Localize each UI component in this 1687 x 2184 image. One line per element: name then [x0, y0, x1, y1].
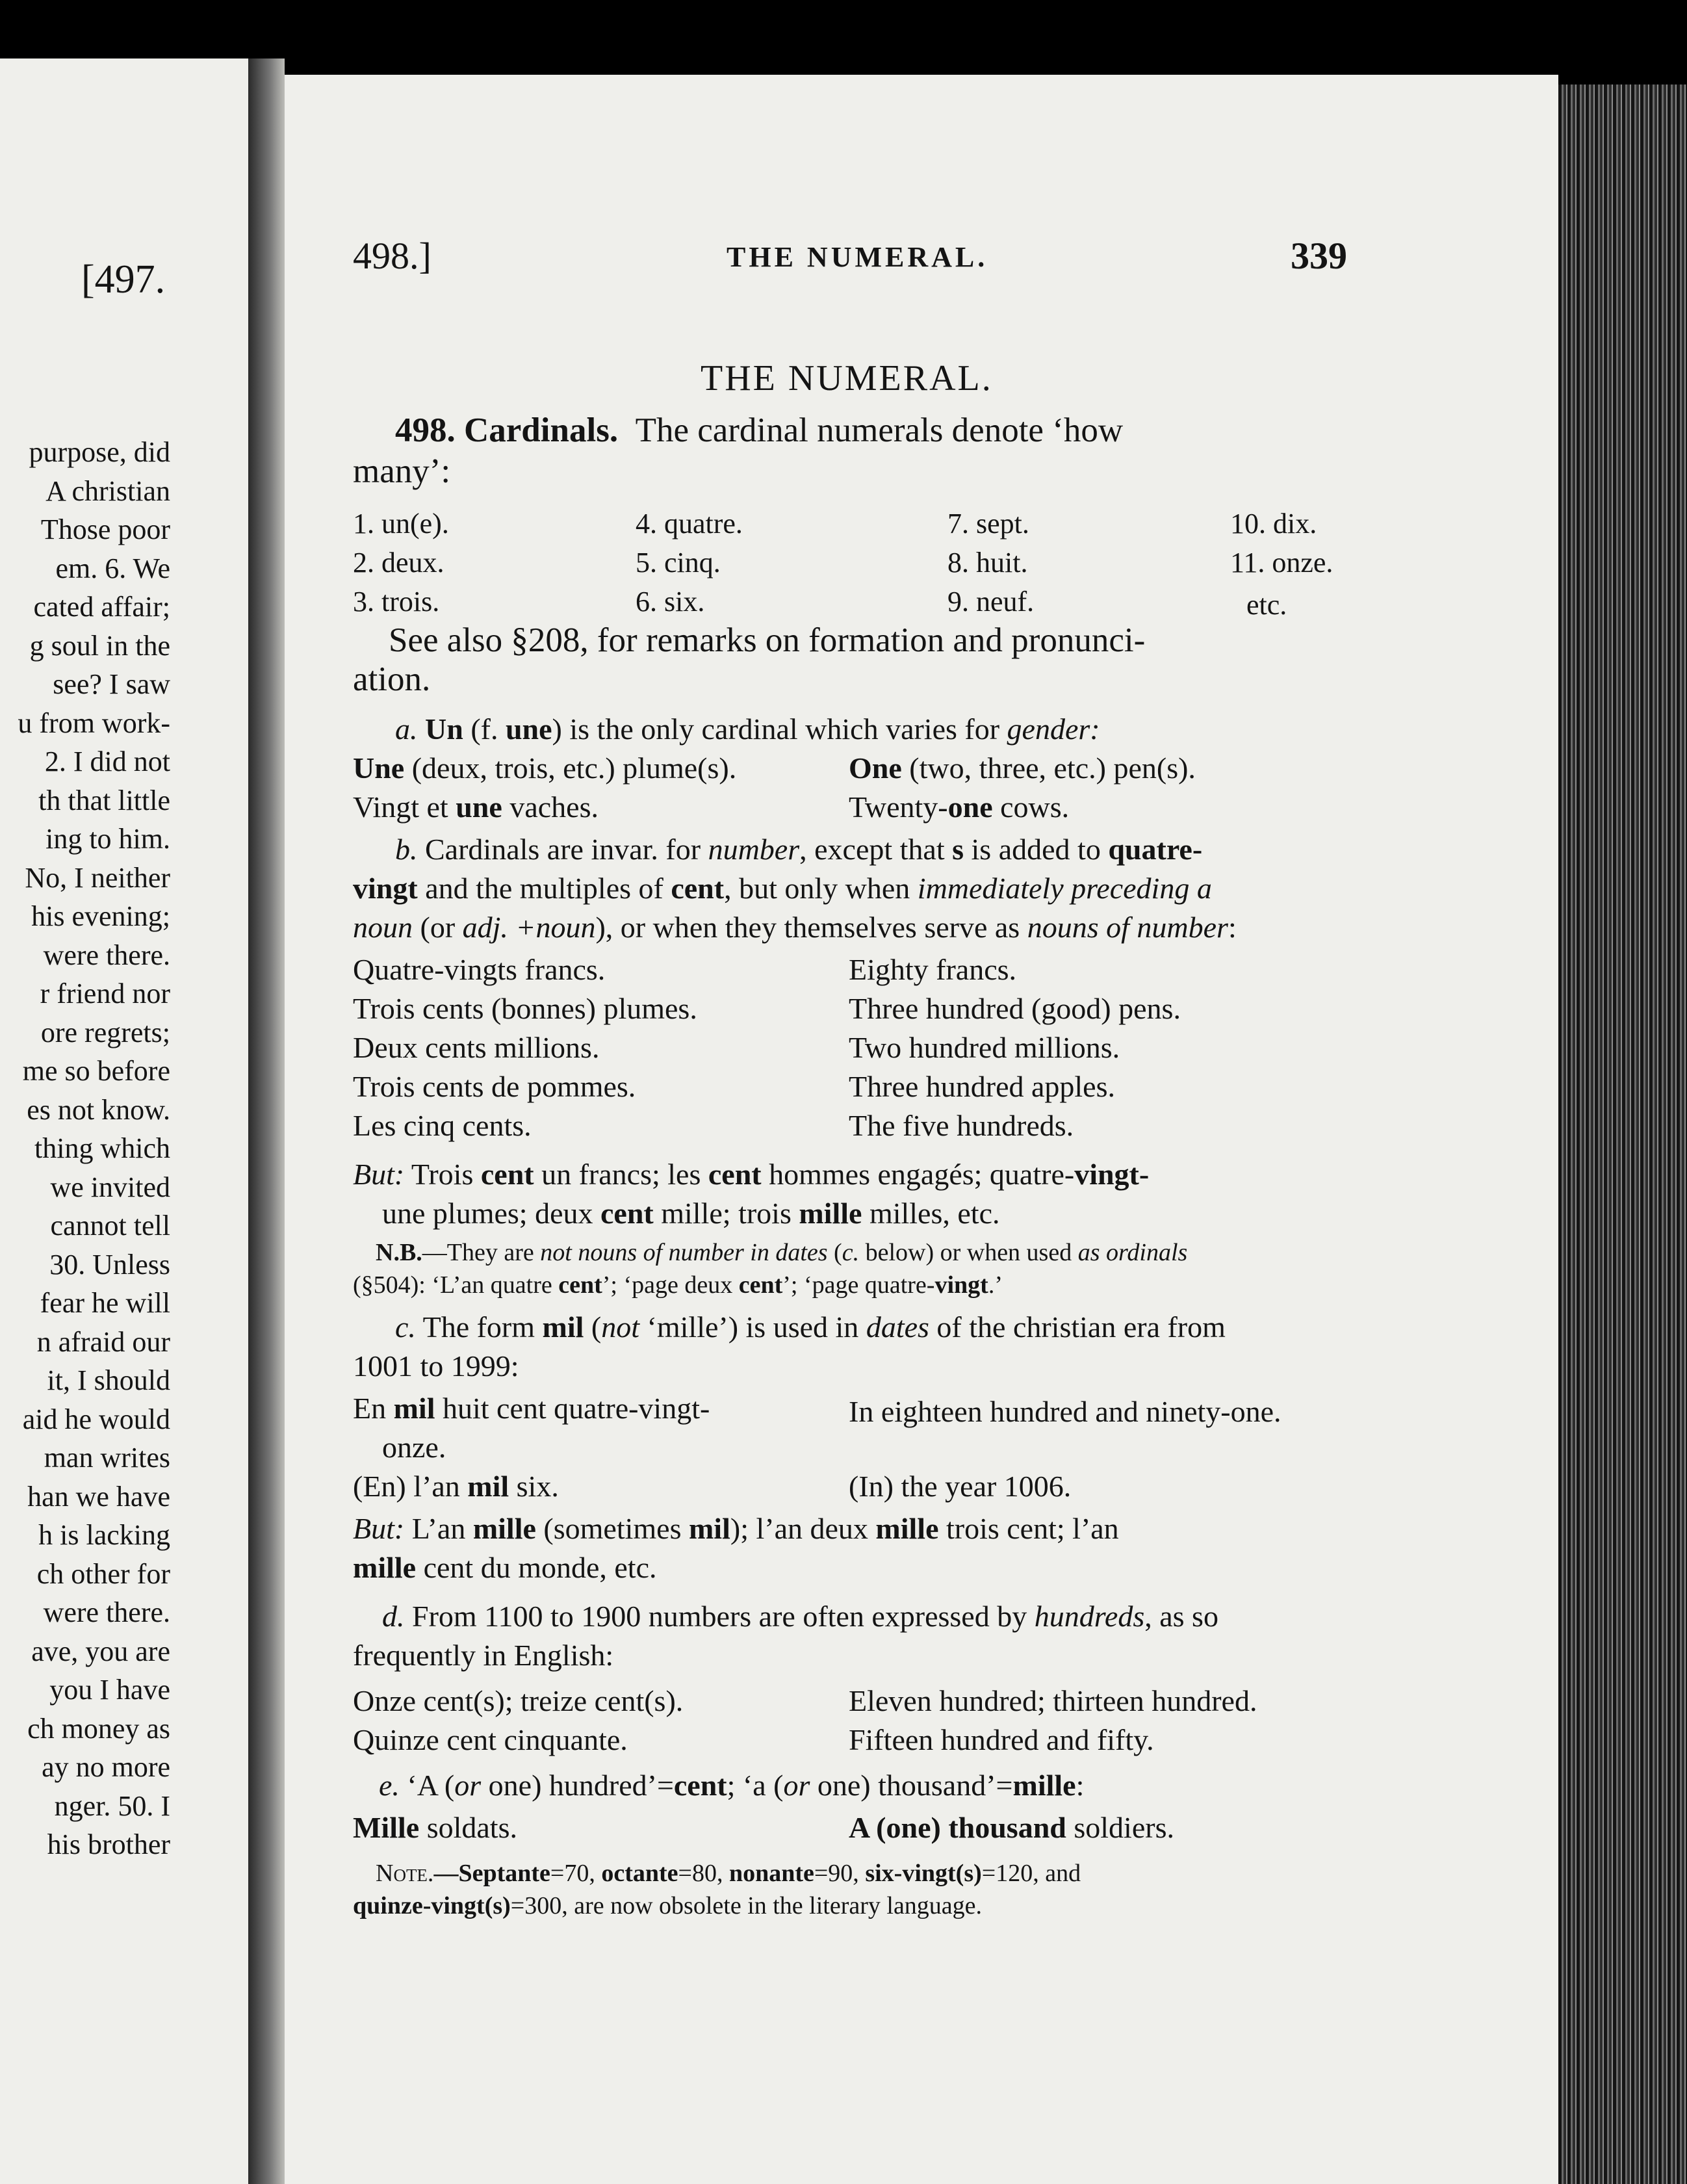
para-d-line-2: frequently in English: — [353, 1639, 614, 1672]
see-also-line-2: ation. — [353, 660, 431, 698]
intro-line-1: 498. Cardinals. The cardinal numerals denote ‘how — [395, 411, 1124, 449]
note-line-1: Note.—Septante=70, octante=80, nonante=90, six-vingt(s)=120, and — [376, 1860, 1081, 1887]
example-fr: Une (deux, trois, etc.) plume(s). — [353, 751, 737, 785]
intro-line-2: many’: — [353, 452, 451, 490]
left-page-line: his evening; — [31, 900, 170, 932]
left-page-line: aid he would — [22, 1403, 170, 1435]
note-line-2: quinze-vingt(s)=300, are now obsolete in the literary language. — [353, 1892, 983, 1919]
para-e-line: e. ‘A (or one) hundred’=cent; ‘a (or one) thousand’=mille: — [379, 1769, 1085, 1802]
number-item: 1. un(e). — [353, 508, 449, 540]
left-page-line: see? I saw — [53, 668, 170, 700]
number-item: 2. deux. — [353, 547, 444, 578]
example-fr: (En) l’an mil six. — [353, 1470, 559, 1503]
example-en: Twenty-one cows. — [849, 790, 1070, 824]
book-gutter — [248, 58, 285, 2184]
left-page-line: you I have — [49, 1674, 170, 1706]
left-page-line: purpose, did — [29, 436, 170, 468]
para-d-line-1: d. From 1100 to 1900 numbers are often expressed by hundreds, as so — [382, 1600, 1218, 1633]
para-b-line-3: noun (or adj. +noun), or when they themselves serve as nouns of number: — [353, 911, 1237, 944]
left-page-line: ore regrets; — [40, 1016, 170, 1048]
number-item: 4. quatre. — [636, 508, 743, 540]
example-fr-cont: onze. — [382, 1431, 446, 1464]
left-page-line: ch other for — [36, 1557, 170, 1590]
example-fr: Quinze cent cinquante. — [353, 1723, 628, 1756]
number-item: etc. — [1246, 589, 1287, 621]
running-title: THE NUMERAL. — [727, 241, 988, 273]
para-b-but-2: une plumes; deux cent mille; trois mille milles, etc. — [382, 1197, 1000, 1230]
left-page-line: we invited — [50, 1171, 170, 1203]
left-page-fragment — [0, 58, 248, 2184]
example-en: Fifteen hundred and fifty. — [849, 1723, 1154, 1756]
left-page-line: Those poor — [40, 514, 170, 545]
example-fr: Vingt et une vaches. — [353, 790, 599, 824]
example-fr: Mille soldats. — [353, 1811, 517, 1844]
left-page-line: fear he will — [40, 1287, 170, 1319]
example-en: Two hundred millions. — [849, 1031, 1120, 1064]
left-page-line: th that little — [38, 784, 170, 816]
chapter-title: THE NUMERAL. — [701, 358, 993, 398]
left-page-line: nger. 50. I — [54, 1789, 170, 1822]
number-item: 9. neuf. — [947, 586, 1035, 618]
example-en: One (two, three, etc.) pen(s). — [849, 751, 1196, 785]
left-page-line: me so before — [22, 1055, 170, 1087]
para-c-but-2: mille cent du monde, etc. — [353, 1551, 657, 1584]
left-page-line: em. 6. We — [55, 552, 170, 584]
example-en: Three hundred apples. — [849, 1070, 1116, 1103]
left-page-line: ave, you are — [31, 1635, 170, 1667]
number-item: 6. six. — [636, 586, 705, 618]
left-page-line: h is lacking — [38, 1519, 170, 1551]
example-en: A (one) thousand soldiers. — [849, 1811, 1174, 1844]
left-page-line: g soul in the — [29, 629, 170, 662]
para-c-but-1: But: L’an mille (sometimes mil); l’an deux mille trois cent; l’an — [353, 1512, 1119, 1545]
example-en: (In) the year 1006. — [849, 1470, 1072, 1503]
example-en: The five hundreds. — [849, 1109, 1074, 1142]
number-item: 8. huit. — [947, 547, 1028, 578]
number-item: 5. cinq. — [636, 547, 721, 578]
left-page-line: ay no more — [42, 1751, 170, 1783]
para-c-line-2: 1001 to 1999: — [353, 1349, 519, 1383]
left-page-line: n afraid our — [36, 1325, 170, 1358]
example-en: Three hundred (good) pens. — [849, 992, 1181, 1025]
para-c-line-1: c. The form mil (not ‘mille’) is used in dates of the christian era from — [395, 1310, 1226, 1344]
example-en: Eleven hundred; thirteen hundred. — [849, 1684, 1257, 1717]
left-page-line: were there. — [43, 939, 170, 971]
left-page-line: cated affair; — [33, 591, 170, 623]
example-fr: Trois cents (bonnes) plumes. — [353, 992, 697, 1025]
left-page-header: [497. — [81, 257, 166, 302]
example-fr: En mil huit cent quatre-vingt- — [353, 1392, 710, 1425]
left-page-line: man writes — [44, 1442, 170, 1474]
para-b-line-1: b. Cardinals are invar. for number, except that s is added to quatre- — [395, 833, 1203, 866]
left-page-line: No, I neither — [25, 861, 170, 894]
example-en: Eighty francs. — [849, 953, 1017, 986]
example-fr: Quatre-vingts francs. — [353, 953, 606, 986]
page-edges — [1558, 84, 1687, 2184]
left-page-line: r friend nor — [40, 978, 170, 1009]
example-fr: Deux cents millions. — [353, 1031, 600, 1064]
number-item: 11. onze. — [1230, 547, 1333, 578]
left-page-line: 2. I did not — [44, 746, 170, 777]
para-a-line: a. Un (f. une) is the only cardinal which varies for gender: — [395, 712, 1100, 746]
page-number: 339 — [1291, 235, 1347, 277]
left-page-line: were there. — [43, 1596, 170, 1628]
left-page-line: han we have — [27, 1480, 170, 1513]
see-also-line-1: See also §208, for remarks on formation and pronunci- — [389, 621, 1146, 659]
number-item: 3. trois. — [353, 586, 440, 618]
left-page-line: ing to him. — [45, 823, 170, 855]
example-fr: Trois cents de pommes. — [353, 1070, 636, 1103]
number-item: 7. sept. — [947, 508, 1029, 540]
left-page-line: A christian — [45, 474, 170, 507]
number-item: 10. dix. — [1230, 508, 1317, 540]
left-page-line: cannot tell — [50, 1210, 170, 1242]
nb-line-2: (§504): ‘L’an quatre cent’; ‘page deux cent’; ‘page quatre-vingt.’ — [353, 1271, 1003, 1299]
example-fr: Onze cent(s); treize cent(s). — [353, 1684, 684, 1717]
left-page-line: his brother — [47, 1828, 170, 1860]
left-page-line: ch money as — [27, 1712, 170, 1745]
nb-line-1: N.B.—They are not nouns of number in dates (c. below) or when used as ordinals — [376, 1239, 1188, 1266]
left-page-line: u from work- — [18, 707, 170, 739]
section-number: 498.] — [353, 235, 431, 277]
para-b-line-2: vingt and the multiples of cent, but only when immediately preceding a — [353, 872, 1212, 905]
left-page-line: es not know. — [27, 1093, 170, 1126]
left-page-line: it, I should — [47, 1364, 170, 1396]
example-fr: Les cinq cents. — [353, 1109, 532, 1142]
left-page-line: 30. Unless — [49, 1248, 170, 1280]
main-page — [285, 75, 1558, 2184]
example-en: In eighteen hundred and ninety-one. — [849, 1395, 1281, 1428]
left-page-line: thing which — [34, 1132, 170, 1164]
para-b-but-1: But: Trois cent un francs; les cent hommes engagés; quatre-vingt- — [353, 1158, 1150, 1191]
